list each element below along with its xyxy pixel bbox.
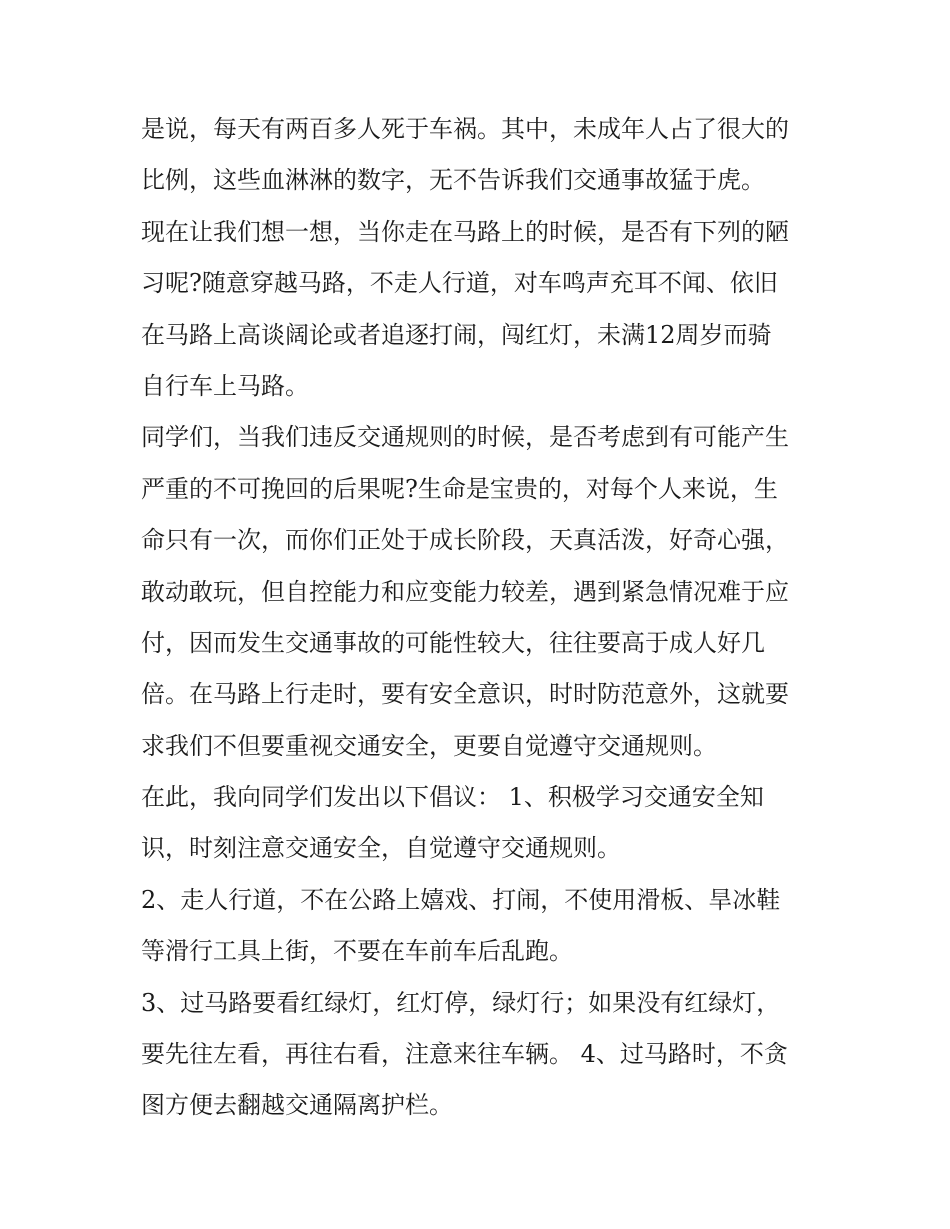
text-line: 要先往左看，再往右看，注意来往车辆。 4、过马路时，不贪 xyxy=(141,1040,788,1069)
text-line: 在此，我向同学们发出以下倡议： 1、积极学习交通安全知 xyxy=(141,783,764,812)
text-line: 比例，这些血淋淋的数字，无不告诉我们交通事故猛于虎。 xyxy=(141,166,765,195)
text-line: 2、走人行道，不在公路上嬉戏、打闹，不使用滑板、旱冰鞋 xyxy=(141,885,781,914)
text-line: 3、过马路要看红绿灯，红灯停，绿灯行；如果没有红绿灯， xyxy=(141,988,781,1017)
text-line: 敢动敢玩，但自控能力和应变能力较差，遇到紧急情况难于应 xyxy=(141,577,789,606)
body-text xyxy=(141,104,841,1132)
text-line: 是说，每天有两百多人死于车祸。其中，未成年人占了很大的 xyxy=(141,115,789,143)
text-line: 同学们，当我们违反交通规则的时候，是否考虑到有可能产生 xyxy=(141,423,789,452)
text-line: 倍。在马路上行走时，要有安全意识，时时防范意外，这就要 xyxy=(141,680,789,709)
text-line: 图方便去翻越交通隔离护栏。 xyxy=(141,1091,453,1120)
text-line: 习呢?随意穿越马路，不走人行道，对车鸣声充耳不闻、依旧 xyxy=(141,269,778,298)
text-line: 在马路上高谈阔论或者追逐打闹，闯红灯，未满12周岁而骑 xyxy=(141,320,772,349)
text-line: 付，因而发生交通事故的可能性较大，往往要高于成人好几 xyxy=(141,628,765,657)
text-line: 求我们不但要重视交通安全，更要自觉遵守交通规则。 xyxy=(141,731,717,760)
text-line: 命只有一次，而你们正处于成长阶段，天真活泼，好奇心强， xyxy=(141,526,789,555)
text-line: 自行车上马路。 xyxy=(141,371,309,400)
text-line: 识，时刻注意交通安全，自觉遵守交通规则。 xyxy=(141,834,621,863)
text-line: 现在让我们想一想，当你走在马路上的时候，是否有下列的陋 xyxy=(141,217,789,246)
text-line: 严重的不可挽回的后果呢?生命是宝贵的，对每个人来说，生 xyxy=(141,474,778,503)
text-line: 等滑行工具上街，不要在车前车后乱跑。 xyxy=(141,937,573,966)
